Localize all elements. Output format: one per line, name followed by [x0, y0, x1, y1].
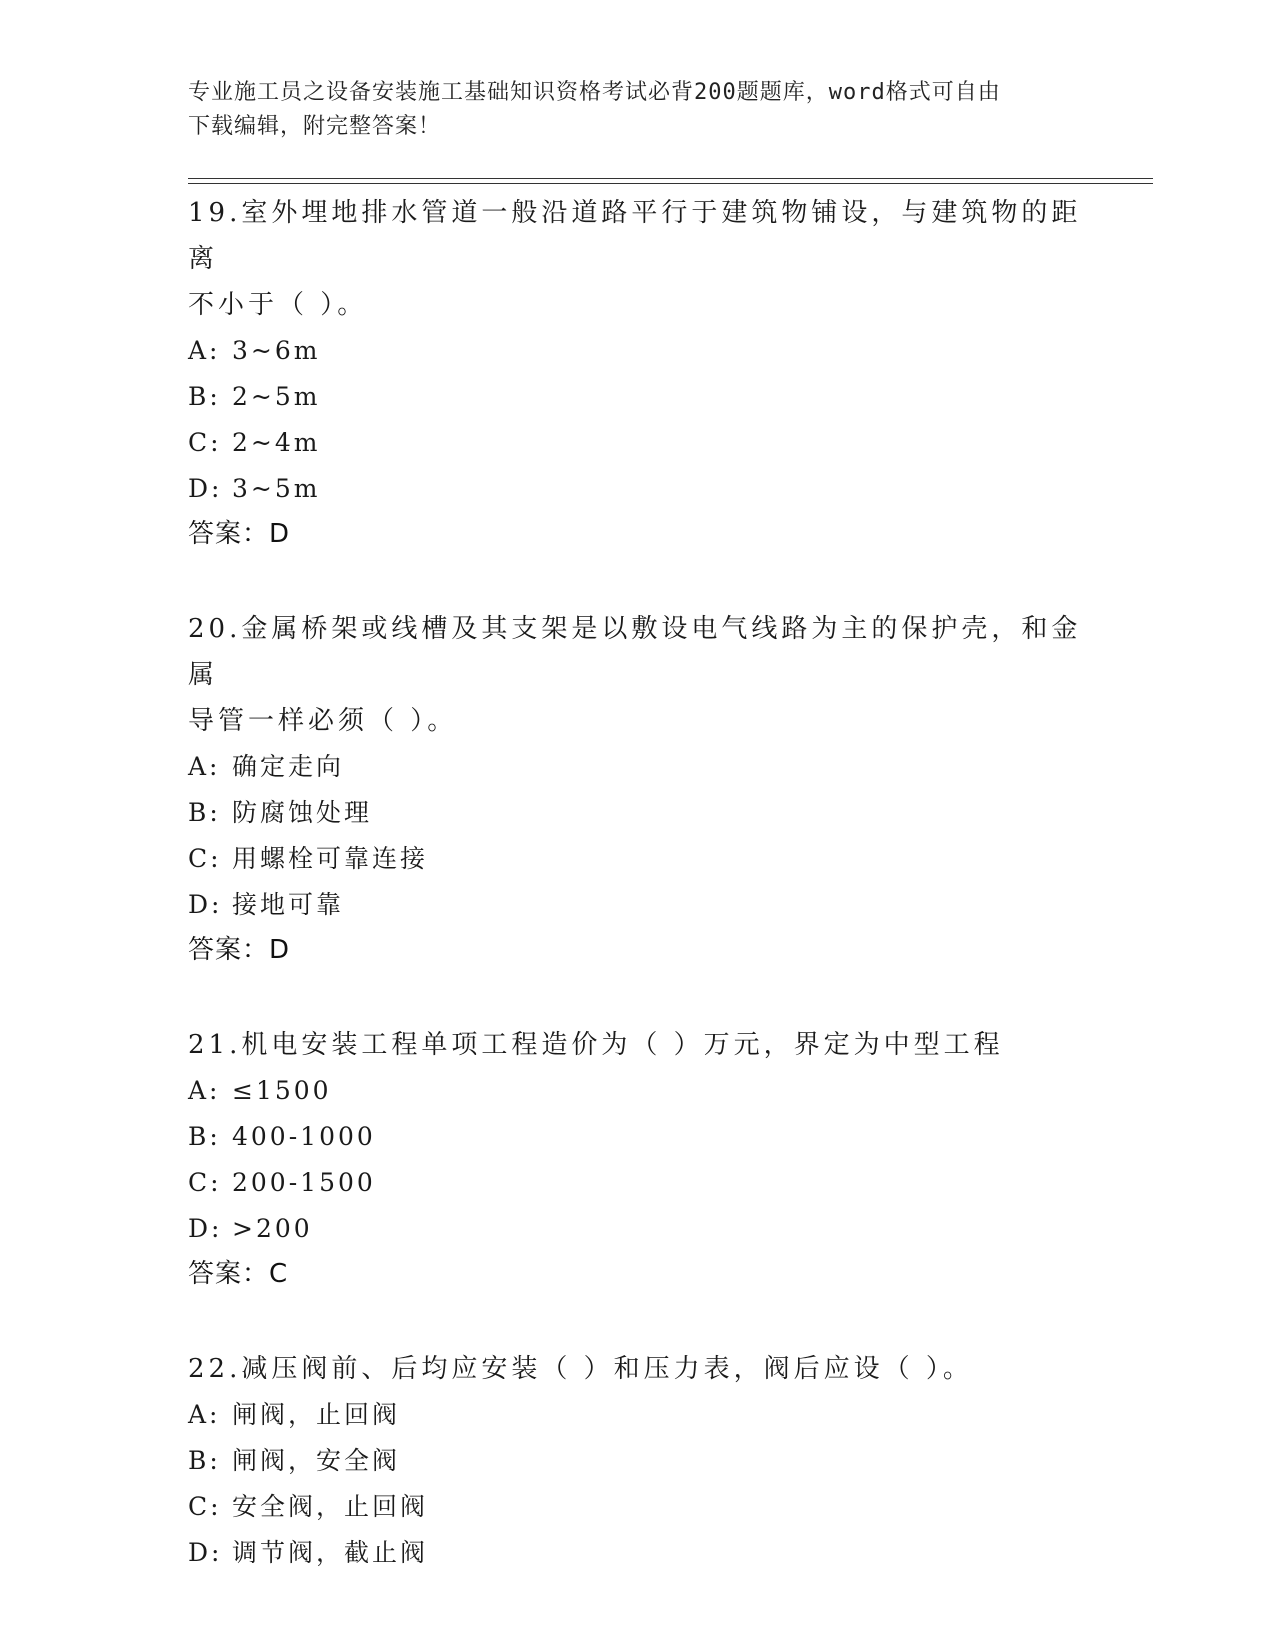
option-d	[188, 1206, 1088, 1252]
question-19	[188, 190, 1088, 556]
option-label: B:	[188, 1446, 221, 1475]
option-c	[188, 1484, 1088, 1530]
option-label: C:	[188, 844, 222, 873]
option-text: 2~5m	[232, 382, 321, 411]
option-b	[188, 374, 1088, 420]
document-header	[188, 76, 1068, 144]
option-text: 200-1500	[232, 1168, 376, 1197]
option-text: 防腐蚀处理	[232, 798, 373, 827]
spacer	[188, 1296, 1088, 1346]
option-label: D:	[188, 474, 223, 503]
option-text: 闸阀，安全阀	[232, 1446, 401, 1475]
header-divider-bottom	[188, 183, 1153, 184]
option-label: A:	[188, 336, 221, 365]
option-text: 3~6m	[232, 336, 321, 365]
question-21	[188, 1022, 1088, 1296]
option-d	[188, 466, 1088, 512]
question-text-continued: 不小于（ ）。	[188, 290, 368, 320]
option-label: A:	[188, 752, 221, 781]
option-a	[188, 1068, 1088, 1114]
header-line-2: 下载编辑，附完整答案！	[188, 114, 442, 139]
option-label: C:	[188, 1492, 222, 1521]
option-text: 安全阀，止回阀	[232, 1492, 429, 1521]
option-d	[188, 882, 1088, 928]
option-text: 闸阀，止回阀	[232, 1400, 401, 1429]
option-a	[188, 744, 1088, 790]
option-text: >200	[232, 1214, 313, 1243]
option-label: A:	[188, 1400, 221, 1429]
option-a	[188, 1392, 1088, 1438]
question-list	[188, 190, 1088, 1576]
option-label: D:	[188, 1214, 223, 1243]
answer: 答案：C	[188, 1259, 289, 1289]
question-20	[188, 606, 1088, 972]
option-label: C:	[188, 1168, 222, 1197]
option-text: 3~5m	[232, 474, 321, 503]
question-22	[188, 1346, 1088, 1576]
option-label: C:	[188, 428, 222, 457]
option-b	[188, 1114, 1088, 1160]
question-text-continued: 导管一样必须（ ）。	[188, 706, 458, 736]
header-line-1: 专业施工员之设备安装施工基础知识资格考试必背200题题库，word格式可自由	[188, 80, 1001, 105]
option-text: 400-1000	[232, 1122, 376, 1151]
option-text: 2~4m	[232, 428, 321, 457]
option-c	[188, 1160, 1088, 1206]
spacer	[188, 972, 1088, 1022]
option-c	[188, 836, 1088, 882]
option-text: 接地可靠	[232, 890, 345, 919]
answer: 答案：D	[188, 519, 291, 549]
option-label: D:	[188, 1538, 223, 1567]
option-text: 调节阀，截止阀	[232, 1538, 429, 1567]
option-c	[188, 420, 1088, 466]
option-b	[188, 1438, 1088, 1484]
option-a	[188, 328, 1088, 374]
question-text: 21.机电安装工程单项工程造价为（ ）万元，界定为中型工程	[188, 1030, 1004, 1060]
option-b	[188, 790, 1088, 836]
question-text: 20.金属桥架或线槽及其支架是以敷设电气线路为主的保护壳，和金属	[188, 614, 1082, 690]
option-label: D:	[188, 890, 223, 919]
option-text: 用螺栓可靠连接	[232, 844, 429, 873]
option-label: B:	[188, 798, 221, 827]
question-text: 22.减压阀前、后均应安装（ ）和压力表，阀后应设（ ）。	[188, 1354, 973, 1384]
option-d	[188, 1530, 1088, 1576]
answer: 答案：D	[188, 935, 291, 965]
option-label: A:	[188, 1076, 221, 1105]
question-text: 19.室外埋地排水管道一般沿道路平行于建筑物铺设，与建筑物的距离	[188, 198, 1082, 274]
option-label: B:	[188, 382, 221, 411]
option-text: ≤1500	[232, 1076, 332, 1105]
spacer	[188, 556, 1088, 606]
option-label: B:	[188, 1122, 221, 1151]
header-divider-top	[188, 178, 1153, 179]
option-text: 确定走向	[232, 752, 345, 781]
